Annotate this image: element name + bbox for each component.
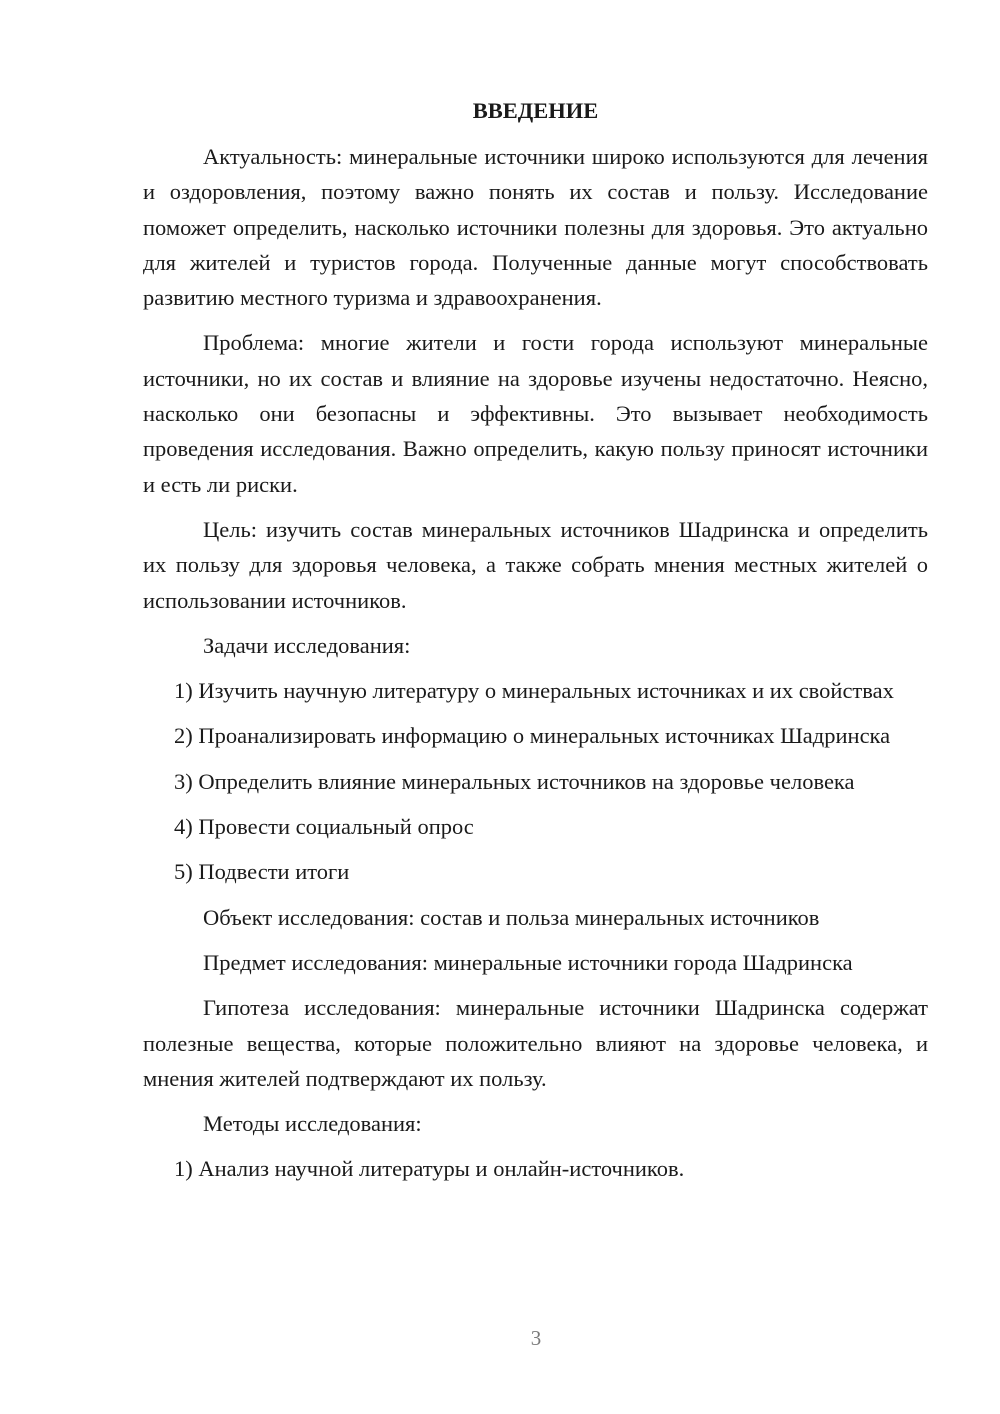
task-item: 1) Изучить научную литературу о минеральных источниках и их свойствах (174, 678, 894, 704)
section-heading: ВВЕДЕНИЕ (472, 98, 599, 123)
task-item: 2) Проанализировать информацию о минеральных источниках Шадринска (174, 723, 891, 749)
goal-paragraph: Цель: изучить состав минеральных источников Шадринска и определить их пользу для здоровья человека, а также собрать мнения местных жителей о использовании источников. (143, 516, 928, 613)
task-item: 4) Провести социальный опрос (174, 814, 474, 840)
methods-title: Методы исследования: (203, 1111, 422, 1137)
task-item: 5) Подвести итоги (174, 859, 350, 885)
object-paragraph: Объект исследования: состав и польза минеральных источников (203, 904, 820, 930)
hypothesis-paragraph: Гипотеза исследования: минеральные источники Шадринска содержат полезные вещества, которые положительно влияют на здоровье человека, и мнения жителей подтверждают их пользу. (143, 995, 928, 1091)
page-number: 3 (530, 1326, 542, 1350)
method-item: 1) Анализ научной литературы и онлайн-источников. (174, 1156, 685, 1182)
page-content (143, 93, 928, 1197)
tasks-title: Задачи исследования: (203, 632, 411, 658)
problem-paragraph: Проблема: многие жители и гости города используют минеральные источники, но их состав и влияние на здоровье изучены недостаточно. Неясно, насколько они безопасны и эффективны. Это вызывает необходимость проведения исследования. Важно определить, какую пользу приносят источники и есть ли риски. (143, 330, 928, 497)
task-item: 3) Определить влияние минеральных источников на здоровье человека (174, 768, 855, 794)
subject-paragraph: Предмет исследования: минеральные источники города Шадринска (203, 949, 853, 975)
relevance-paragraph: Актуальность: минеральные источники широко используются для лечения и оздоровления, поэтому важно понять их состав и пользу. Исследование поможет определить, насколько источники полезны для здоровья. Это актуально для жителей и туристов города. Полученные данные могут способствовать развитию местного туризма и здравоохранения. (143, 144, 928, 311)
